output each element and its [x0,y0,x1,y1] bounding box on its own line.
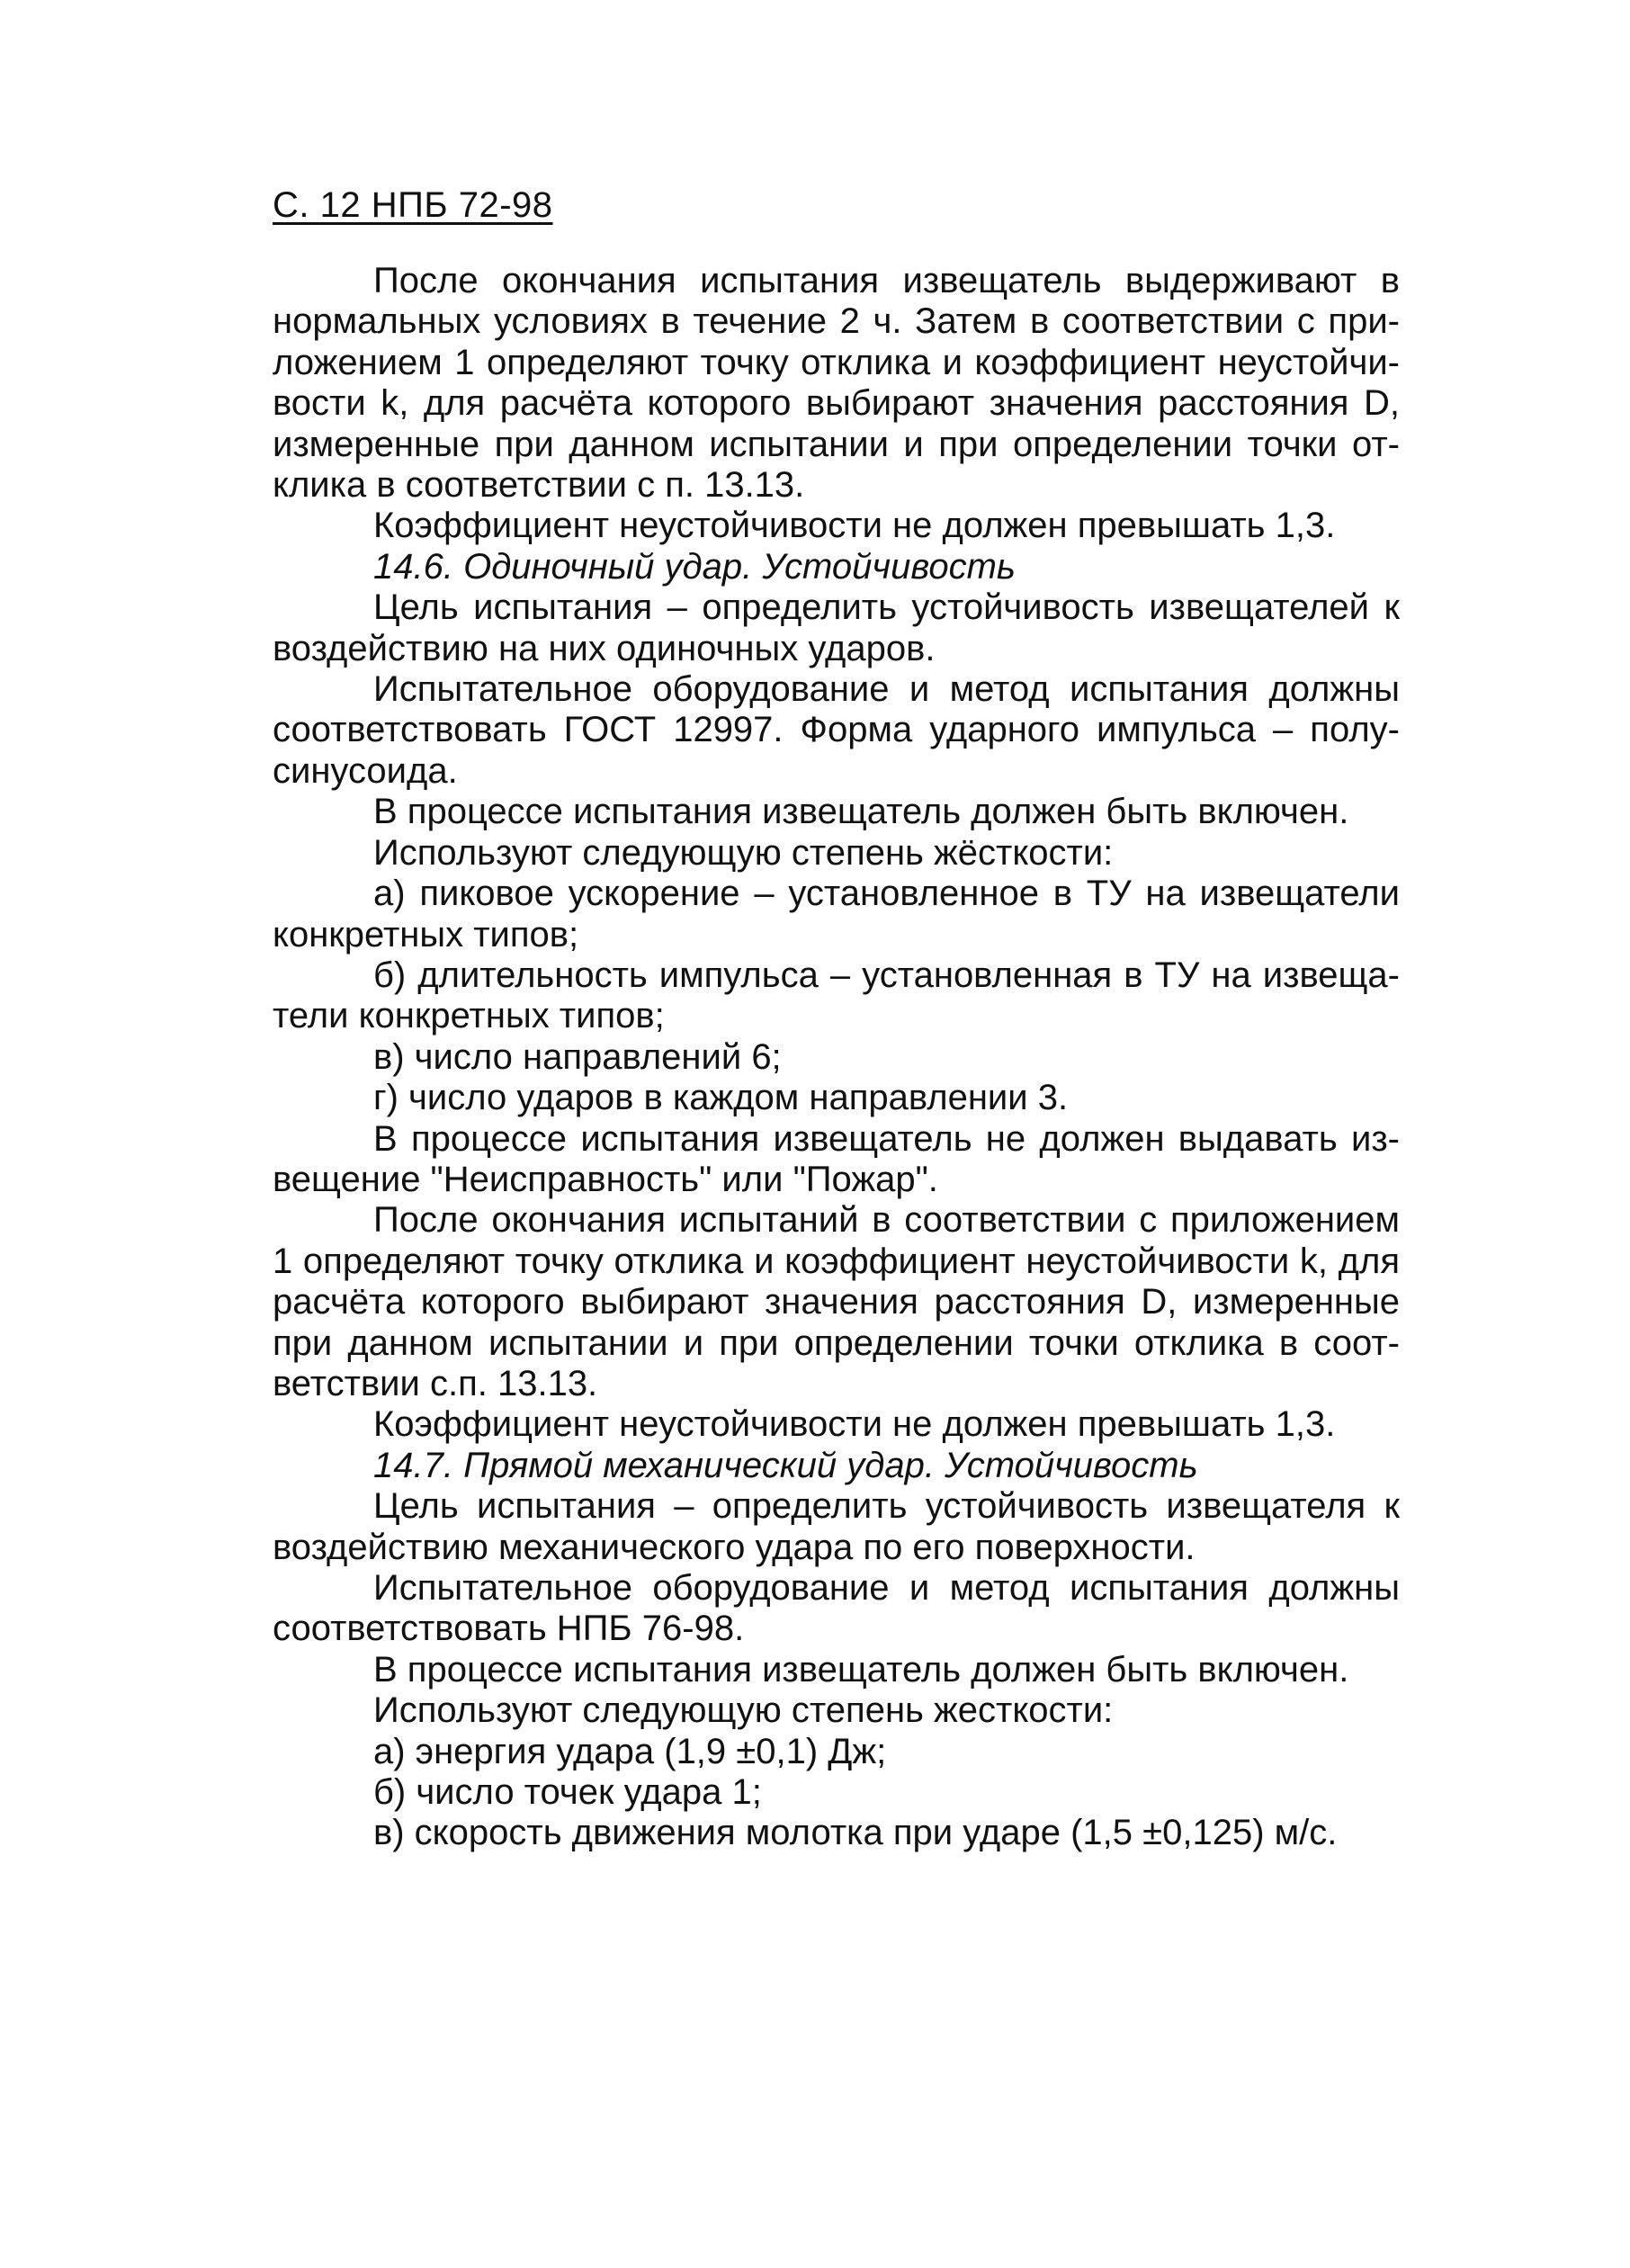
paragraph: После окончания испытаний в соответствии с приложением 1 определяют точку отклика и коэффициент неустойчивости k, для расчёта которого выбирают значения расстояния D, измеренные при данном испытании и при определении точки отклика в соответствии с.п. 13.13. [273,1200,1400,1403]
paragraph: После окончания испытания извещатель выдерживают в нормальных условиях в течение 2 ч. Затем в соответствии с приложением 1 определяют точку отклика и коэффициент неустойчивости k, для расчёта которого выбирают значения расстояния D, измеренные при данном испытании и при определении точки отклика в соответствии с п. 13.13. [273,261,1400,506]
list-item: б) число точек удара 1; [373,1772,762,1813]
section-heading: 14.7. Прямой механический удар. Устойчивость [373,1445,1198,1485]
paragraph: Коэффициент неустойчивости не должен превышать 1,3. [373,1404,1336,1445]
page-header: С. 12 НПБ 72-98 [273,185,553,225]
document-body [273,261,1400,1854]
paragraph: Используют следующую степень жесткости: [373,1690,1114,1731]
paragraph: Используют следующую степень жёсткости: [373,832,1114,873]
paragraph: Испытательное оборудование и метод испытания должны соответствовать НПБ 76-98. [273,1568,1400,1649]
list-item: б) длительность импульса – установленная в ТУ на извещатели конкретных типов; [273,955,1400,1036]
list-item: в) число направлений 6; [373,1036,782,1077]
list-item: в) скорость движения молотка при ударе (1,5 ±0,125) м/с. [373,1813,1338,1853]
paragraph: В процессе испытания извещатель должен быть включен. [373,792,1349,832]
list-item: а) пиковое ускорение – установленное в ТУ на извещатели конкретных типов; [273,874,1400,955]
paragraph: Испытательное оборудование и метод испытания должны соответствовать ГОСТ 12997. Форма ударного импульса – полусинусоида. [273,669,1400,791]
paragraph: Цель испытания – определить устойчивость извещателя к воздействию механического удара по его поверхности. [273,1486,1400,1567]
paragraph: В процессе испытания извещатель должен быть включен. [373,1649,1349,1690]
paragraph: Коэффициент неустойчивости не должен превышать 1,3. [373,506,1336,546]
paragraph: В процессе испытания извещатель не должен выдавать извещение "Неисправность" или "Пожар". [273,1118,1400,1199]
section-heading: 14.6. Одиночный удар. Устойчивость [373,546,1016,587]
paragraph: Цель испытания – определить устойчивость извещателей к воздействию на них одиночных ударов. [273,587,1400,668]
list-item: г) число ударов в каждом направлении 3. [373,1078,1069,1118]
list-item: а) энергия удара (1,9 ±0,1) Дж; [373,1731,887,1771]
